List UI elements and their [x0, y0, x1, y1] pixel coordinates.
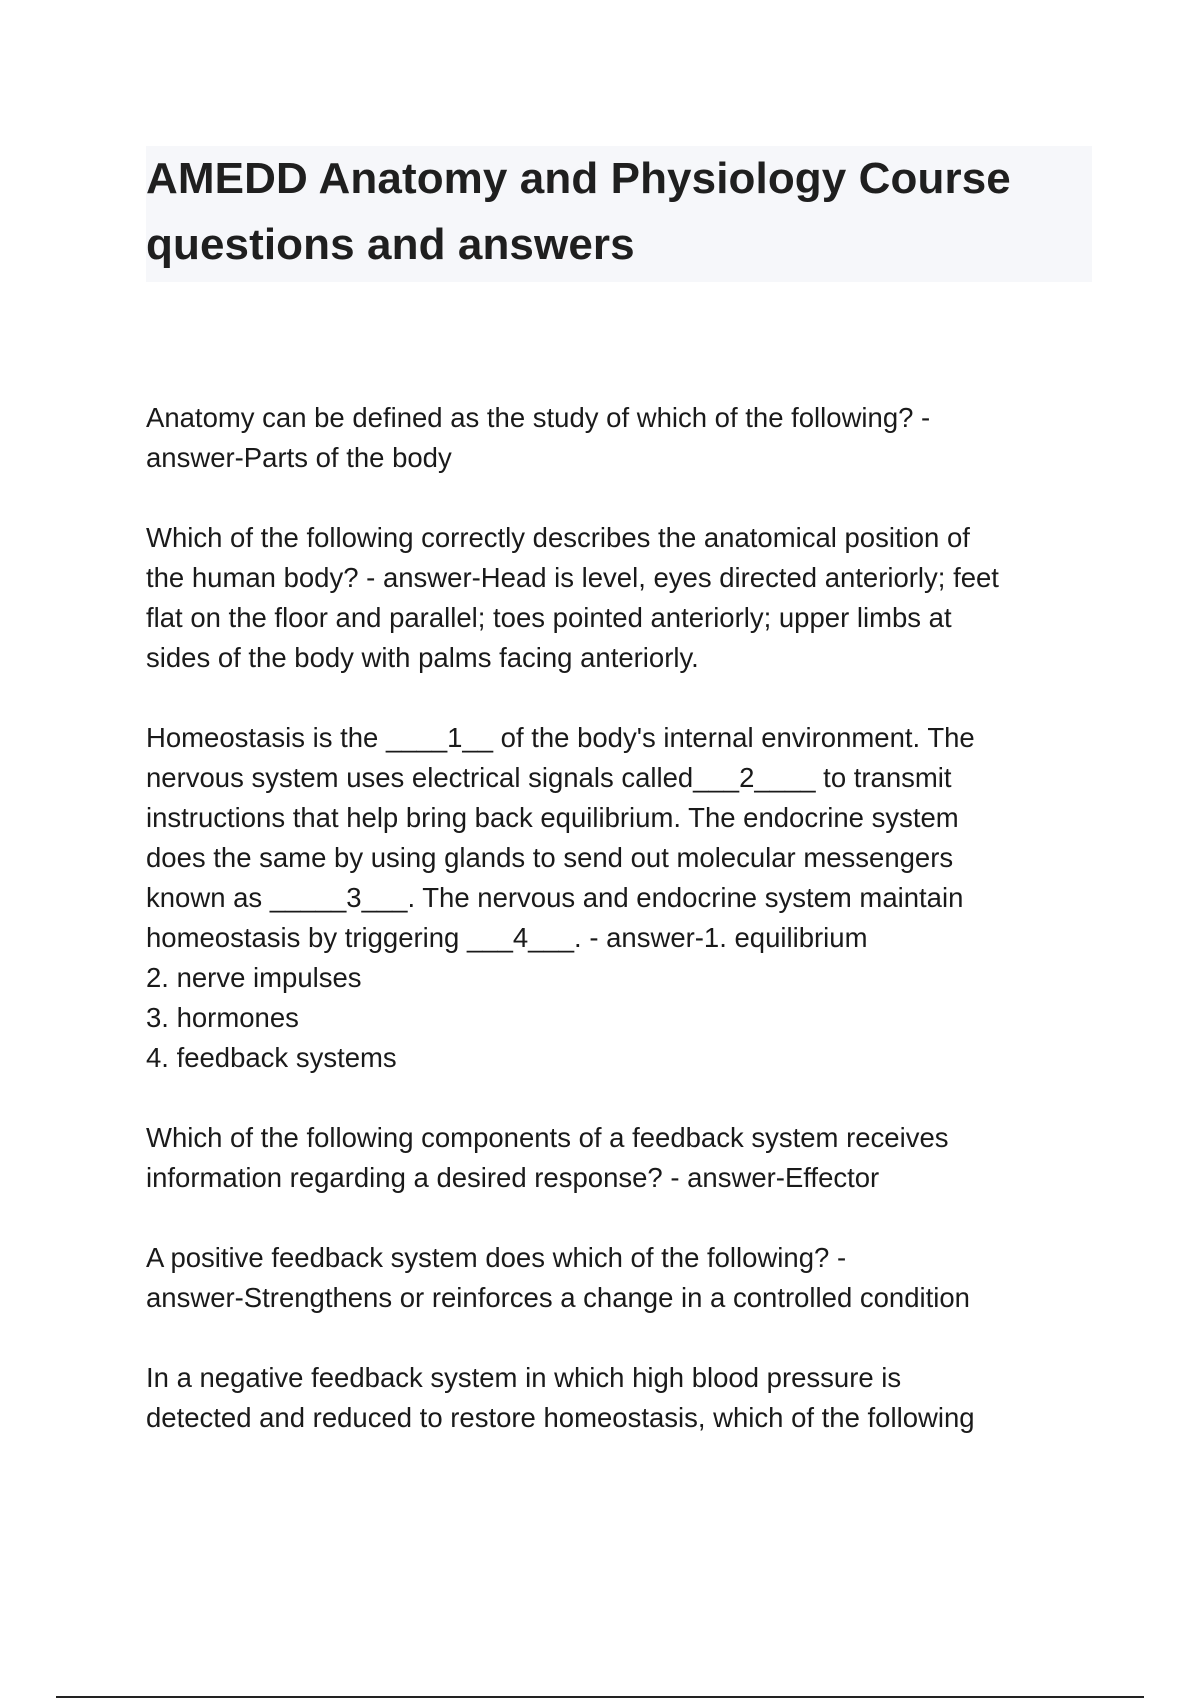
qa-item-1: Anatomy can be defined as the study of which of the following? - answer-Parts of the body [146, 402, 931, 473]
qa-item-5: A positive feedback system does which of the following? - answer-Strengthens or reinforces a change in a controlled condition [146, 1242, 970, 1313]
qa-list [146, 398, 1106, 1478]
qa-item-2: Which of the following correctly describes the anatomical position of the human body? - answer-Head is level, eyes directed anteriorly; feet flat on the floor and parallel; toes pointed anteriorly; upper limbs at sides of the body with palms facing anteriorly. [146, 522, 999, 673]
qa-item-6: In a negative feedback system in which high blood pressure is detected and reduced to restore homeostasis, which of the following [146, 1362, 975, 1433]
page-bottom-divider [56, 1696, 1144, 1698]
qa-item-4: Which of the following components of a feedback system receives information regarding a desired response? - answer-Effector [146, 1122, 949, 1193]
title-banner [146, 146, 1092, 282]
document-title: AMEDD Anatomy and Physiology Course questions and answers [146, 154, 1011, 269]
qa-item-3: Homeostasis is the ____1__ of the body's internal environment. The nervous system uses electrical signals called___2____ to transmit instructions that help bring back equilibrium. The endocrine system does the same by using glands to send out molecular messengers known as _____3___. The nervous and endocrine system maintain homeostasis by triggering ___4___. - answer-1. equilibrium 2. nerve impulses 3. hormones 4. feedback systems [146, 722, 975, 1073]
